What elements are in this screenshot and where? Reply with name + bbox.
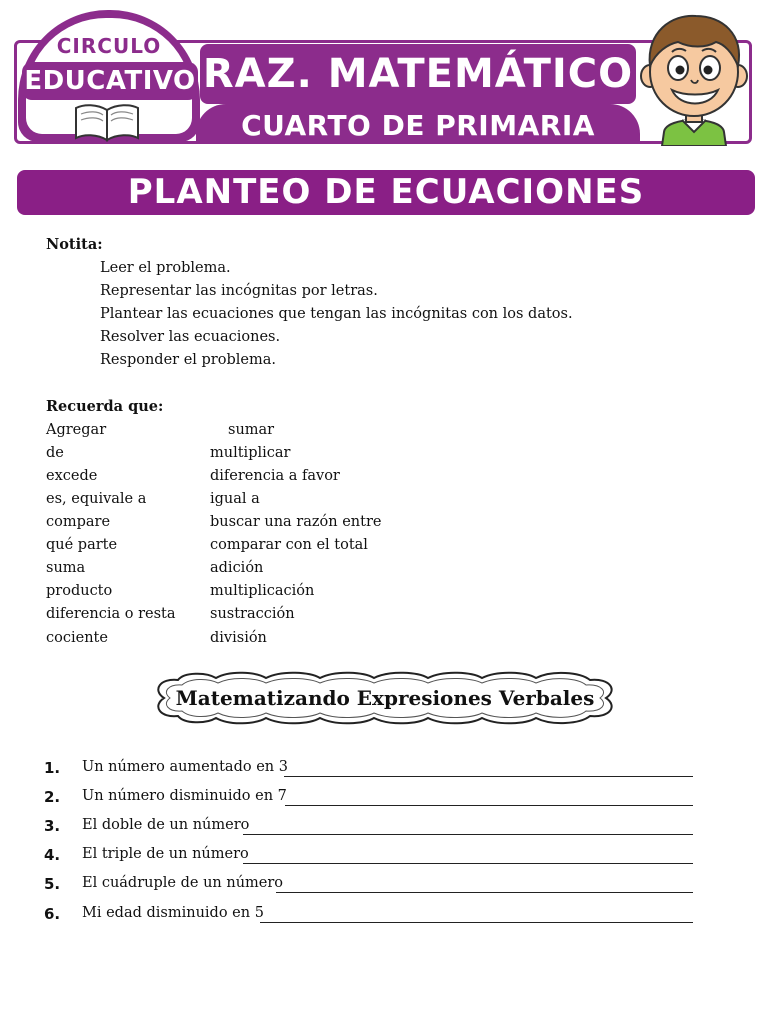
- recuerda-meaning: sustracción: [210, 606, 295, 622]
- exercise-text: El cuádruple de un número: [82, 875, 284, 891]
- exercise-text: Mi edad disminuido en 5: [82, 905, 264, 921]
- answer-line[interactable]: [260, 922, 693, 923]
- recuerda-term: qué parte: [46, 537, 118, 553]
- answer-line[interactable]: [243, 863, 693, 864]
- notita-step: Responder el problema.: [100, 352, 276, 368]
- recuerda-meaning: multiplicar: [210, 445, 291, 461]
- recuerda-meaning: comparar con el total: [210, 537, 368, 553]
- recuerda-term: de: [46, 445, 64, 461]
- answer-line[interactable]: [243, 834, 693, 835]
- notita-heading: Notita:: [46, 236, 103, 253]
- open-book-icon: [72, 100, 142, 142]
- logo-text-main: EDUCATIVO: [22, 62, 198, 100]
- recuerda-meaning: buscar una razón entre: [210, 514, 382, 530]
- recuerda-term: excede: [46, 468, 98, 484]
- exercise-text: El triple de un número: [82, 846, 249, 862]
- recuerda-meaning: división: [210, 630, 267, 646]
- recuerda-term: suma: [46, 560, 86, 576]
- notita-step: Leer el problema.: [100, 260, 231, 276]
- notita-step: Resolver las ecuaciones.: [100, 329, 281, 345]
- cartoon-boy-icon: [636, 8, 752, 146]
- exercise-text: Un número aumentado en 3: [82, 759, 288, 775]
- exercise-text: El doble de un número: [82, 817, 250, 833]
- header-banner: [0, 0, 768, 160]
- recuerda-term: compare: [46, 514, 111, 530]
- page-title: PLANTEO DE ECUACIONES: [17, 170, 755, 215]
- exercise-number: 2.: [44, 788, 61, 806]
- recuerda-term: cociente: [46, 630, 108, 646]
- cloud-heading: Matematizando Expresiones Verbales: [175, 686, 595, 710]
- answer-line[interactable]: [285, 805, 693, 806]
- exercise-number: 5.: [44, 875, 61, 893]
- notita-step: Representar las incógnitas por letras.: [100, 283, 378, 299]
- exercise-number: 3.: [44, 817, 61, 835]
- recuerda-term: producto: [46, 583, 113, 599]
- recuerda-meaning: multiplicación: [210, 583, 315, 599]
- exercise-number: 1.: [44, 759, 61, 777]
- recuerda-heading: Recuerda que:: [46, 398, 164, 415]
- recuerda-meaning: sumar: [228, 422, 275, 438]
- logo-text-top: CIRCULO: [56, 34, 162, 58]
- notita-step: Plantear las ecuaciones que tengan las incógnitas con los datos.: [100, 306, 573, 322]
- recuerda-meaning: igual a: [210, 491, 260, 507]
- answer-line[interactable]: [276, 892, 693, 893]
- banner-subtitle: CUARTO DE PRIMARIA: [241, 109, 595, 142]
- answer-line[interactable]: [284, 776, 693, 777]
- exercise-number: 4.: [44, 846, 61, 864]
- banner-title: RAZ. MATEMÁTICO: [202, 51, 634, 97]
- exercise-number: 6.: [44, 905, 61, 923]
- recuerda-term: Agregar: [46, 422, 107, 438]
- recuerda-meaning: adición: [210, 560, 264, 576]
- exercise-text: Un número disminuido en 7: [82, 788, 287, 804]
- recuerda-term: es, equivale a: [46, 491, 147, 507]
- recuerda-meaning: diferencia a favor: [210, 468, 340, 484]
- recuerda-term: diferencia o resta: [46, 606, 176, 622]
